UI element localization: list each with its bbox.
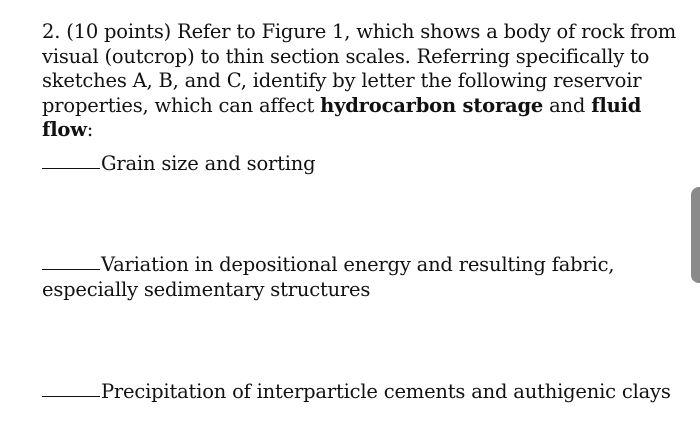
answer-blank[interactable]	[42, 377, 100, 397]
question-part-2: and	[543, 93, 592, 117]
answer-blank[interactable]	[42, 250, 100, 270]
bold-fluid-flow: fluid flow	[42, 93, 642, 141]
scroll-handle[interactable]	[691, 187, 700, 283]
property-label: Variation in depositional energy and resulting fabric, especially sedimentary structures	[42, 253, 615, 301]
property-label: Precipitation of interparticle cements and authigenic clays	[101, 380, 671, 403]
property-item-cements	[42, 378, 682, 404]
property-item-depositional-energy	[42, 251, 682, 302]
bold-hydrocarbon-storage: hydrocarbon storage	[320, 93, 544, 117]
answer-blank[interactable]	[42, 149, 100, 169]
property-label: Grain size and sorting	[101, 152, 316, 175]
question-text	[42, 20, 682, 143]
question-part-3: :	[86, 118, 94, 141]
property-item-grain-size	[42, 150, 682, 176]
question-part-1: 2. (10 points) Refer to Figure 1, which shows a body of rock from visual (outcrop) to thin section scales. Referring specifically to sketches A, B, and C, identify by letter the following reservoir properties, which can affect	[42, 20, 677, 117]
